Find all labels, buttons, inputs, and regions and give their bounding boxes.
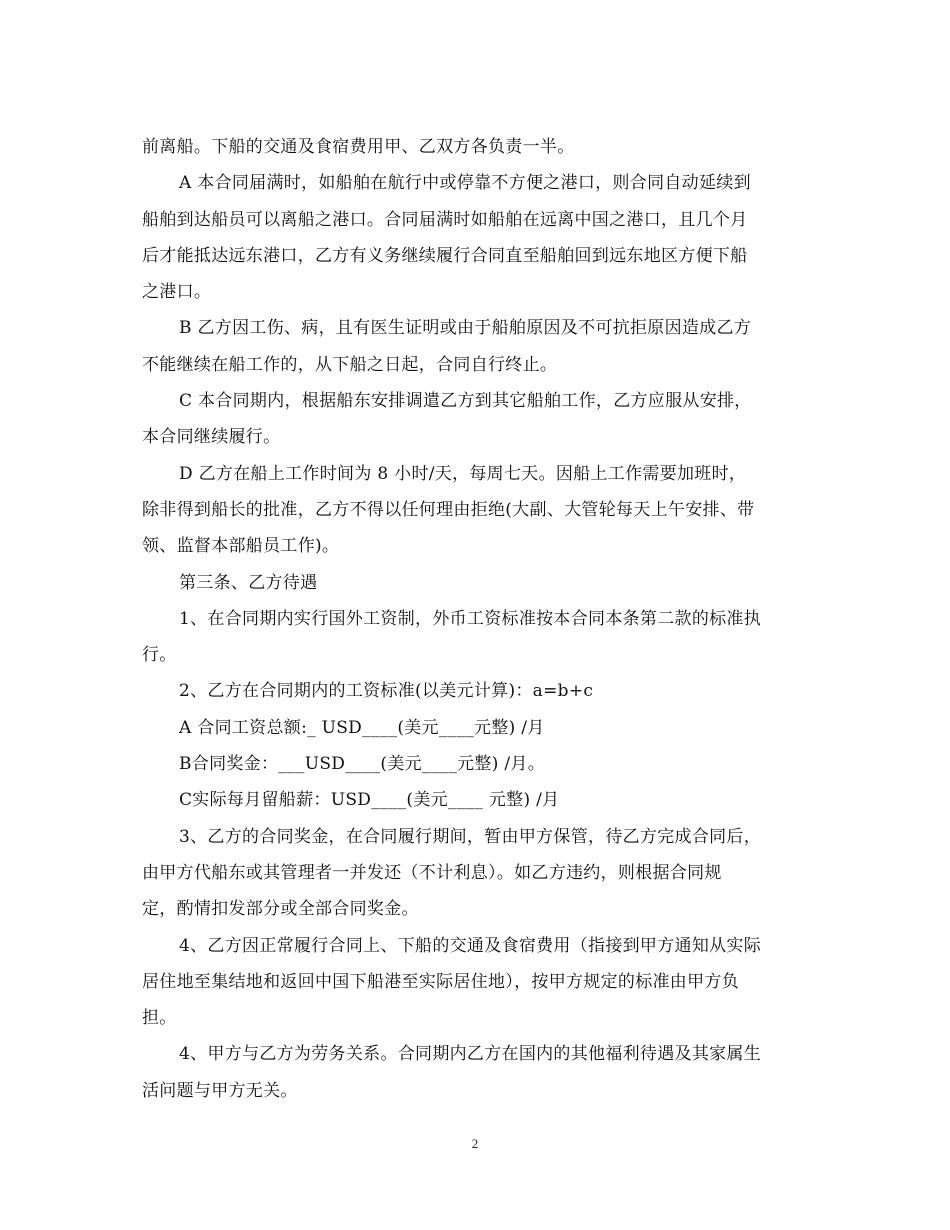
paragraph — [142, 129, 812, 165]
paragraph — [142, 746, 812, 782]
text-line: 1、在合同期内实行国外工资制，外币工资标准按本合同本条第二款的标准执 — [179, 608, 762, 629]
text-line: 行。 — [142, 645, 177, 666]
paragraph — [142, 165, 812, 310]
paragraph — [142, 310, 812, 383]
document-body — [142, 129, 812, 1109]
text-line: 前离船。下船的交通及食宿费用甲、乙双方各负责一半。 — [142, 137, 575, 157]
text-line: 不能继续在船工作的，从下船之日起，合同自行终止。 — [142, 354, 558, 375]
text-line: A 合同工资总额:_ USD____(美元____元整) /月 — [179, 717, 545, 738]
text-line: 第三条、乙方待遇 — [179, 572, 318, 593]
text-line: 2、乙方在合同期内的工资标准(以美元计算)：a=b+c — [179, 681, 594, 702]
text-line: 之港口。 — [142, 282, 212, 303]
text-line: B 乙方因工伤、病，且有医生证明或由于船舶原因及不可抗拒原因造成乙方 — [179, 318, 752, 339]
paragraph — [142, 383, 812, 456]
text-line: D 乙方在船上工作时间为 8 小时/天，每周七天。因船上工作需要加班时， — [179, 463, 747, 484]
text-line: 除非得到船长的批准，乙方不得以任何理由拒绝(大副、大管轮每天上午安排、带 — [142, 499, 755, 520]
text-line: 活问题与甲方无关。 — [142, 1080, 298, 1101]
paragraph — [142, 565, 812, 601]
text-line: B合同奖金：___USD____(美元____元整) /月。 — [179, 754, 545, 775]
text-line: 后才能抵达远东港口，乙方有义务继续履行合同直至船舶回到远东地区方便下船 — [142, 245, 748, 266]
paragraph — [142, 673, 812, 709]
text-line: 定，酌情扣发部分或全部合同奖金。 — [142, 899, 419, 920]
paragraph — [142, 1036, 812, 1109]
page-number: 2 — [471, 1136, 479, 1151]
text-line: 领、监督本部船员工作)。 — [142, 536, 340, 557]
text-line: 船舶到达船员可以离船之港口。合同届满时如船舶在远离中国之港口，且几个月 — [142, 209, 748, 230]
paragraph — [142, 928, 812, 1037]
text-line: 3、乙方的合同奖金，在合同履行期间，暂由甲方保管，待乙方完成合同后， — [179, 826, 762, 847]
text-line: 由甲方代船东或其管理者一并发还（不计利息）。如乙方违约，则根据合同规 — [142, 862, 722, 883]
paragraph — [142, 601, 812, 674]
text-line: A 本合同届满时，如船舶在航行中或停靠不方便之港口，则合同自动延续到 — [179, 173, 751, 194]
text-line: 本合同继续履行。 — [142, 427, 281, 448]
text-line: 4、乙方因正常履行合同上、下船的交通及食宿费用（指接到甲方通知从实际 — [179, 935, 762, 956]
paragraph — [142, 456, 812, 565]
paragraph — [142, 782, 812, 818]
text-line: 4、甲方与乙方为劳务关系。合同期内乙方在国内的其他福利待遇及其家属生 — [179, 1044, 762, 1065]
paragraph — [142, 819, 812, 928]
text-line: C 本合同期内，根据船东安排调遣乙方到其它船舶工作，乙方应服从安排， — [179, 391, 752, 412]
text-line: 担。 — [142, 1008, 177, 1029]
text-line: C实际每月留船薪：USD____(美元____ 元整) /月 — [179, 790, 560, 811]
text-line: 居住地至集结地和返回中国下船港至实际居住地），按甲方规定的标准由甲方负 — [142, 971, 739, 992]
paragraph — [142, 710, 812, 746]
